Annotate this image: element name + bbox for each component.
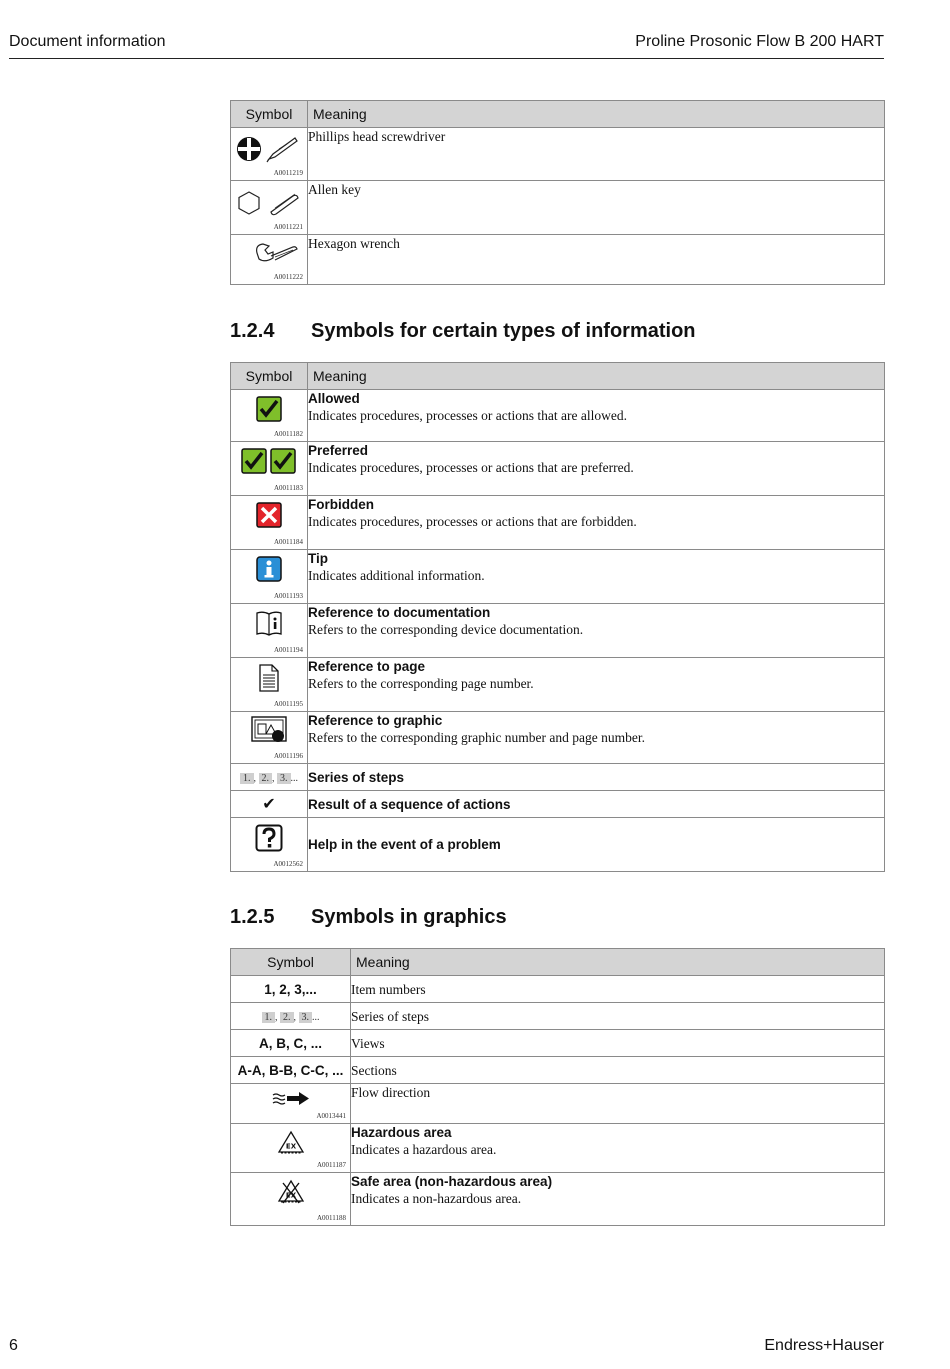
table-row — [231, 235, 885, 285]
graphics-symbol-table — [230, 948, 885, 1226]
col-header-symbol: Symbol — [231, 363, 308, 390]
table-row — [231, 1084, 885, 1124]
meaning-desc: Indicates procedures, processes or actions that are allowed. — [308, 408, 627, 423]
section-title: Symbols for certain types of information — [311, 320, 696, 342]
meaning-title: Reference to graphic — [308, 713, 443, 728]
hexagon-wrench-icon — [235, 239, 303, 269]
table-row — [231, 181, 885, 235]
table-row — [231, 496, 885, 550]
meaning-desc: Refers to the corresponding page number. — [308, 676, 534, 691]
preferred-double-check-icon — [241, 448, 297, 474]
section-number: 1.2.5 — [230, 906, 275, 928]
hazardous-area-icon — [277, 1130, 305, 1154]
ex-label: EX — [285, 1191, 296, 1200]
header-product-name: Proline Prosonic Flow B 200 HART — [635, 33, 884, 50]
table-row — [231, 791, 885, 818]
section-title: Symbols in graphics — [311, 906, 507, 928]
symbol-code: A0011196 — [273, 752, 303, 760]
brand-name: Endress+Hauser — [764, 1337, 884, 1354]
table-row — [231, 390, 885, 442]
symbol-code: A0011183 — [273, 484, 303, 492]
meaning-title: Forbidden — [308, 497, 374, 512]
section-number: 1.2.4 — [230, 320, 275, 342]
table-row — [231, 976, 885, 1003]
meaning-desc: Refers to the corresponding graphic number and page number. — [308, 730, 646, 745]
col-header-symbol: Symbol — [231, 101, 308, 128]
meaning-desc: Refers to the corresponding device documentation. — [308, 622, 584, 637]
symbol-code: A0011193 — [273, 592, 303, 600]
help-question-icon — [255, 824, 283, 852]
table-row — [231, 1173, 885, 1226]
meaning-title: Allowed — [308, 391, 360, 406]
symbol-code: A0011194 — [273, 646, 303, 654]
symbol-code: A0011195 — [273, 700, 303, 708]
meaning-desc: Indicates procedures, processes or actions that are forbidden. — [308, 514, 637, 529]
symbol-code: A0011187 — [316, 1161, 346, 1169]
symbol-text: A, B, C, ... — [231, 1030, 351, 1057]
allen-key-icon — [235, 188, 303, 218]
meaning-title: Result of a sequence of actions — [308, 796, 511, 812]
information-symbol-table — [230, 362, 885, 872]
meaning-text: Flow direction — [351, 1084, 885, 1124]
table-row — [231, 712, 885, 764]
meaning-text: Sections — [351, 1057, 885, 1084]
meaning-desc: Indicates procedures, processes or actions that are preferred. — [308, 460, 634, 475]
result-check-icon: ✔ — [262, 794, 276, 813]
meaning-title: Series of steps — [308, 769, 405, 785]
meaning-text: Item numbers — [351, 976, 885, 1003]
table-row — [231, 1124, 885, 1173]
phillips-screwdriver-icon — [235, 133, 303, 165]
page-header — [9, 32, 884, 59]
table-row — [231, 658, 885, 712]
section-heading-1-2-5 — [230, 906, 507, 929]
symbol-code: A0011221 — [273, 223, 303, 231]
meaning-title: Reference to page — [308, 659, 426, 674]
tip-info-icon — [256, 556, 282, 582]
table-row — [231, 764, 885, 791]
ex-label: EX — [285, 1142, 296, 1151]
meaning-title: Reference to documentation — [308, 605, 491, 620]
symbol-code: A0013441 — [316, 1112, 346, 1120]
symbol-code: A0011182 — [273, 430, 303, 438]
meaning-desc: Indicates additional information. — [308, 568, 485, 583]
meaning-text: Phillips head screwdriver — [308, 128, 885, 181]
meaning-text: Hexagon wrench — [308, 235, 885, 285]
header-section-title: Document information — [9, 33, 166, 50]
page-number: 6 — [9, 1337, 18, 1354]
table-row — [231, 1030, 885, 1057]
tools-symbol-table — [230, 100, 885, 285]
table-row — [231, 128, 885, 181]
symbol-code: A0012562 — [273, 860, 303, 868]
graphic-icon — [251, 716, 287, 744]
col-header-symbol: Symbol — [231, 949, 351, 976]
steps-symbol: 1. , 2. , 3. ... — [262, 1012, 320, 1023]
table-row — [231, 442, 885, 496]
forbidden-cross-icon — [256, 502, 282, 528]
col-header-meaning: Meaning — [351, 949, 885, 976]
table-row — [231, 1057, 885, 1084]
meaning-desc: Indicates a non-hazardous area. — [351, 1191, 522, 1206]
symbol-text: A-A, B-B, C-C, ... — [231, 1057, 351, 1084]
col-header-meaning: Meaning — [308, 363, 885, 390]
table-row — [231, 818, 885, 872]
meaning-desc: Indicates a hazardous area. — [351, 1142, 497, 1157]
allowed-check-icon — [256, 396, 282, 422]
page-icon — [258, 664, 280, 692]
flow-direction-icon — [271, 1090, 311, 1106]
meaning-title: Safe area (non-hazardous area) — [351, 1174, 553, 1189]
symbol-code: A0011188 — [316, 1214, 346, 1222]
symbol-code: A0011184 — [273, 538, 303, 546]
meaning-title: Help in the event of a problem — [308, 837, 501, 852]
meaning-title: Tip — [308, 551, 328, 566]
section-heading-1-2-4 — [230, 320, 696, 343]
meaning-text: Views — [351, 1030, 885, 1057]
symbol-code: A0011219 — [273, 169, 303, 177]
symbol-code: A0011222 — [273, 273, 303, 281]
symbol-text: 1, 2, 3,... — [231, 976, 351, 1003]
col-header-meaning: Meaning — [308, 101, 885, 128]
meaning-title: Hazardous area — [351, 1125, 452, 1140]
book-info-icon — [255, 610, 283, 636]
steps-symbol: 1. , 2. , 3. ... — [240, 773, 298, 784]
table-row — [231, 1003, 885, 1030]
table-row — [231, 604, 885, 658]
meaning-text: Allen key — [308, 181, 885, 235]
meaning-text: Series of steps — [351, 1003, 885, 1030]
meaning-title: Preferred — [308, 443, 369, 458]
table-row — [231, 550, 885, 604]
safe-area-icon — [277, 1179, 305, 1205]
